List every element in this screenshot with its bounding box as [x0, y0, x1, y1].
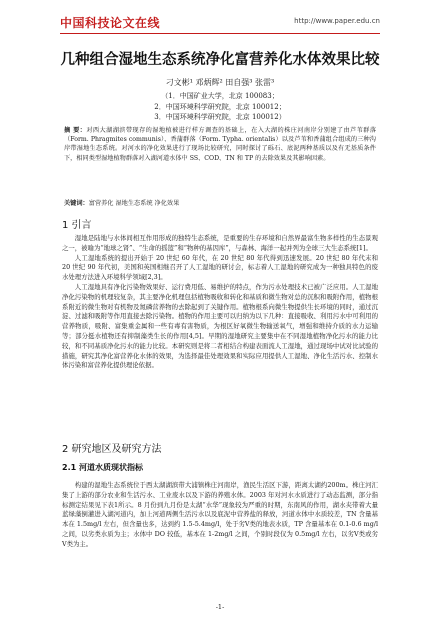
paragraph: 构建的湿地生态系统位于西太湖湖滨带大浦镇株庄河南岸，渔民生活区下游，距离太湖约200m。株庄河汇集了上游的部分农业和生活污水、工业废水以及下游的养殖水体。2003 年对河水水质进行了动态监测，部分指标测定结果见下表1所示。8 月份到九月份是太湖“水华”现象较为严重的时期，东南风的作用，湖水夹带着大量蓝绿藻倒灌进入湖河道内，加上河道两侧生活污水以及底泥中营养盐的释放，河道水体中水质较差，TN 含量基本在 1.5mg/l 左右，但含量也多，达到约 1.5-5.4mg/l，处于劣V类的地表水质，TP 含量基本在 0.1-0.6 mg/l 之间，以劣类水质为主；水体中 DO 较低，基本在 1-2mg/l 之间，个别时段仅为 0.5mg/l 左右，以劣V类或劣V类为主。 [62, 481, 378, 548]
paragraph: 人工湿地具有净化污染物效果好、运行费用低、易维护的特点，作为污水处理技术已被广泛应用。人工湿地净化污染物的机理较复杂，其主要净化机理包括植物吸收和转化和基质和微生物对总的沉积和吸附作用，植物根系附近的微生物对有机物及氮磷营养物的去除起到了关键作用。植物根系向微生物提供生长环境的同时，通过沉淀、过滤和吸附等作用直接去除污染物。植物的作用主要可以归纳为以下几种：直接吸收、利用污水中可利用的营养物质，吸附、富集重金属和一些有毒有害物质，为根区好氧微生物输送氧气，增强和维持介质的水力运输等；部分挺水植物还有抑制藻类生长的作用[4,5]。早期的湿地研究主要集中在不同湿地植物净化污水的能力比较，和不同基质净化污水的能力比较。本研究则是将二者相结合构建表面流人工湿地，通过现场中试对比试验的措施，研究其净化富营养化水体的效果，为选择最佳处理效果和实际应用提供人工湿地、净化生活污水、控制水体污染和富营养化提供理论依据。 [62, 282, 378, 370]
abstract-text: 对西大湖湖滨带现存的湿地植被进行样方调查的基础上，在入大湖的株庄河南岸分别建了由芦苇群落（Form. Phragmites communis）、香蒲群落（Form. Typha. orientalis）以及芦苇和香蒲组合组成的三种沟岸带湿地生态系统。对河水的净化效果进行了现场比较研究，同时探讨了砾石、底泥两种基质以及有无基质条件下，相同类型湿地植物群落对入湖河道水体中 SS、COD、TN 和 TP 的去除效果及其影响因素。 [64, 127, 377, 162]
paper-title: 几种组合湿地生态系统净化富营养化水体效果比较 [60, 52, 380, 68]
keywords-label: 关键词： [64, 200, 89, 207]
page-number: -1- [215, 603, 225, 611]
abstract [64, 126, 376, 163]
paragraph: 人工湿地系统的提出开始于 20 世纪 60 年代，在 20 世纪 80 年代得到迅速发展。20 世纪 80 年代末和 20 世纪 90 年代初，美国和英国相继召开了人工湿地的研讨会，标志着人工湿地的研究成为一种独具特色的废水处理方法进入环境科学领域[2,3]。 [62, 253, 378, 282]
abstract-label: 摘 要： [64, 127, 87, 134]
section-body [62, 234, 378, 371]
site-url: http://www.paper.edu.cn [294, 17, 380, 25]
paragraph: 湿地是陆地与水体间相互作用形成的独特生态系统，是重要的生存环境和自然界最富生物多样性的生态景观之一，被喻为“地球之肾”、“生命的摇篮”和“物种的基因库”，与森林、海洋一起并列为全球三大生态系统[1]。 [62, 234, 378, 252]
section-body [62, 481, 378, 550]
page-header [60, 14, 380, 30]
keywords-text: 富营养化 湿地生态系统 净化效果 [88, 200, 180, 207]
paper-authors: 刁文彬¹ 邓炳辉² 田自强³ 张雷³ [165, 78, 275, 87]
header-rule [60, 33, 380, 34]
affiliation-line: 3．中国环境科学研究院，北京 100012） [154, 113, 286, 121]
keywords [64, 199, 376, 208]
affiliations [20, 91, 420, 123]
site-logo: 中国科技论文在线 [60, 16, 161, 30]
section-heading: 2 研究地区及研究方法 [62, 444, 162, 455]
section-heading: 1 引言 [62, 220, 92, 231]
affiliation-line: （1．中国矿业大学，北京 100083； [161, 92, 279, 100]
subsection-heading: 2.1 河道水质现状指标 [62, 463, 143, 472]
affiliation-line: 2．中国环境科学研究院，北京 100012； [154, 102, 286, 111]
